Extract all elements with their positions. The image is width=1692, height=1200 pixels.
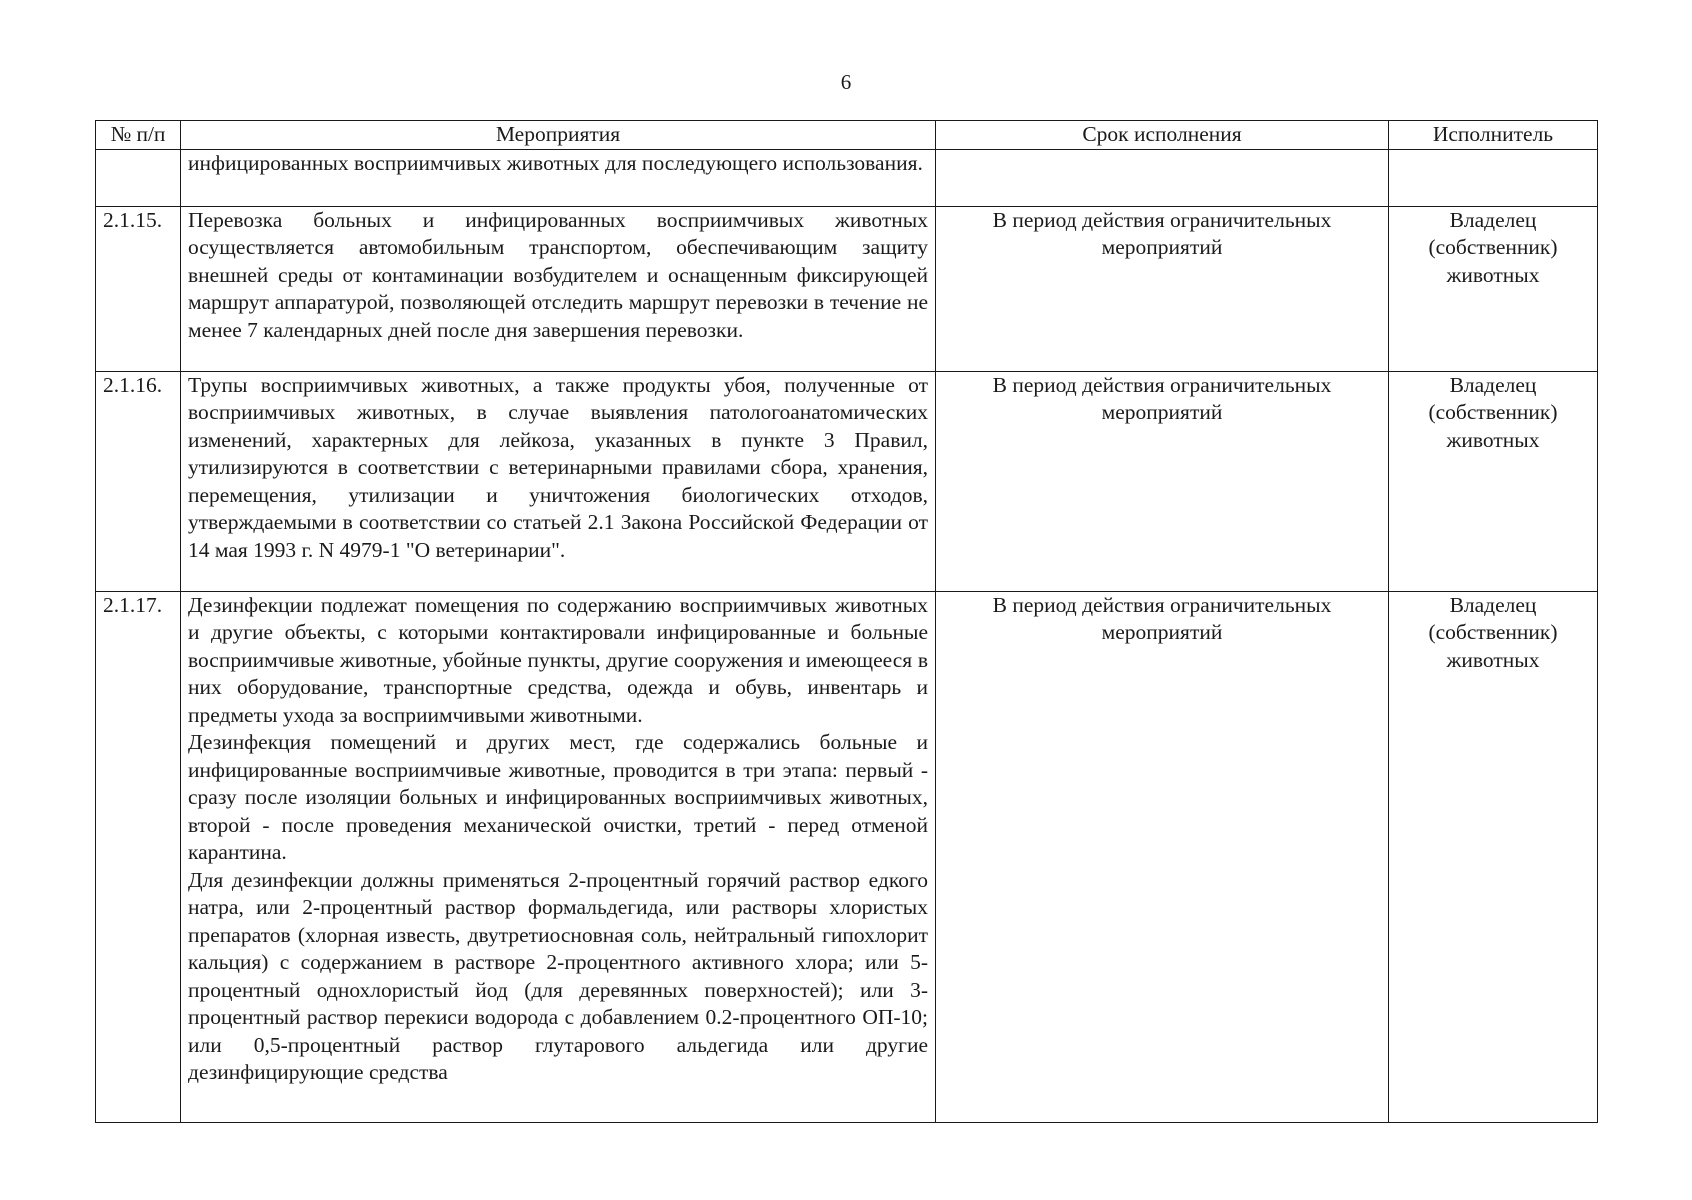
row-term bbox=[936, 149, 1389, 206]
row-executor: Владелец (собственник) животных bbox=[1389, 206, 1598, 371]
row-term: В период действия ограничительных мероприятий bbox=[936, 206, 1389, 371]
row-executor: Владелец (собственник) животных bbox=[1389, 371, 1598, 591]
row-executor: Владелец (собственник) животных bbox=[1389, 591, 1598, 1122]
table-row bbox=[96, 371, 1598, 591]
header-term: Срок исполнения bbox=[936, 121, 1389, 150]
activity-paragraph: инфицированных восприимчивых животных для последующего использования. bbox=[188, 150, 923, 175]
row-activity bbox=[181, 206, 936, 371]
row-term: В период действия ограничительных мероприятий bbox=[936, 371, 1389, 591]
row-activity bbox=[181, 591, 936, 1122]
table-row bbox=[96, 591, 1598, 1122]
row-term: В период действия ограничительных мероприятий bbox=[936, 591, 1389, 1122]
row-num bbox=[96, 149, 181, 206]
activity-paragraph: Трупы восприимчивых животных, а также продукты убоя, полученные от восприимчивых животных, в случае выявления патологоанатомических изменений, характерных для лейкоза, указанных в пункте 3 Правил, утилизируются в соответствии с ветеринарными правилами сбора, хранения, перемещения, утилизации и уничтожения биологических отходов, утверждаемыми в соответствии со статьей 2.1 Закона Российской Федерации от 14 мая 1993 г. N 4979-1 "О ветеринарии". bbox=[188, 372, 928, 562]
activity-paragraph: Для дезинфекции должны применяться 2-процентный горячий раствор едкого натра, или 2-процентный раствор формальдегида, или растворы хлористых препаратов (хлорная известь, двутретиосновная соль, нейтральный гипохлорит кальция) с содержанием в растворе 2-процентного активного хлора; или 5-процентный однохлористый йод (для деревянных поверхностей); или 3-процентный раствор перекиси водорода с добавлением 0.2-процентного ОП-10; или 0,5-процентный раствор глутарового альдегида или другие дезинфицирующие средства bbox=[188, 867, 928, 1084]
header-num: № п/п bbox=[96, 121, 181, 150]
row-executor bbox=[1389, 149, 1598, 206]
activity-paragraph: Перевозка больных и инфицированных восприимчивых животных осуществляется автомобильным транспортом, обеспечивающим защиту внешней среды от контаминации возбудителем и оснащенным фиксирующей маршрут аппаратурой, позволяющей отследить маршрут перевозки в течение не менее 7 календарных дней после дня завершения перевозки. bbox=[188, 207, 928, 342]
page-number: 6 bbox=[840, 70, 852, 94]
activity-paragraph: Дезинфекция помещений и других мест, где содержались больные и инфицированные восприимчивые животные, проводится в три этапа: первый - сразу после изоляции больных и инфицированных восприимчивых животных, второй - после проведения механической очистки, третий - перед отменой карантина. bbox=[188, 730, 928, 864]
table-row-continuation bbox=[96, 149, 1598, 206]
row-num: 2.1.17. bbox=[96, 591, 181, 1122]
measures-table bbox=[95, 120, 1598, 1123]
header-activity: Мероприятия bbox=[181, 121, 936, 150]
table-header-row bbox=[96, 121, 1598, 150]
row-activity bbox=[181, 371, 936, 591]
row-num: 2.1.15. bbox=[96, 206, 181, 371]
row-num: 2.1.16. bbox=[96, 371, 181, 591]
table-row bbox=[96, 206, 1598, 371]
activity-paragraph: Дезинфекции подлежат помещения по содержанию восприимчивых животных и другие объекты, с которыми контактировали инфицированные и больные восприимчивые животные, убойные пункты, другие сооружения и имеющееся в них оборудование, транспортные средства, одежда и обувь, инвентарь и предметы ухода за восприимчивыми животными. bbox=[188, 592, 928, 727]
header-executor: Исполнитель bbox=[1389, 121, 1598, 150]
row-activity bbox=[181, 149, 936, 206]
